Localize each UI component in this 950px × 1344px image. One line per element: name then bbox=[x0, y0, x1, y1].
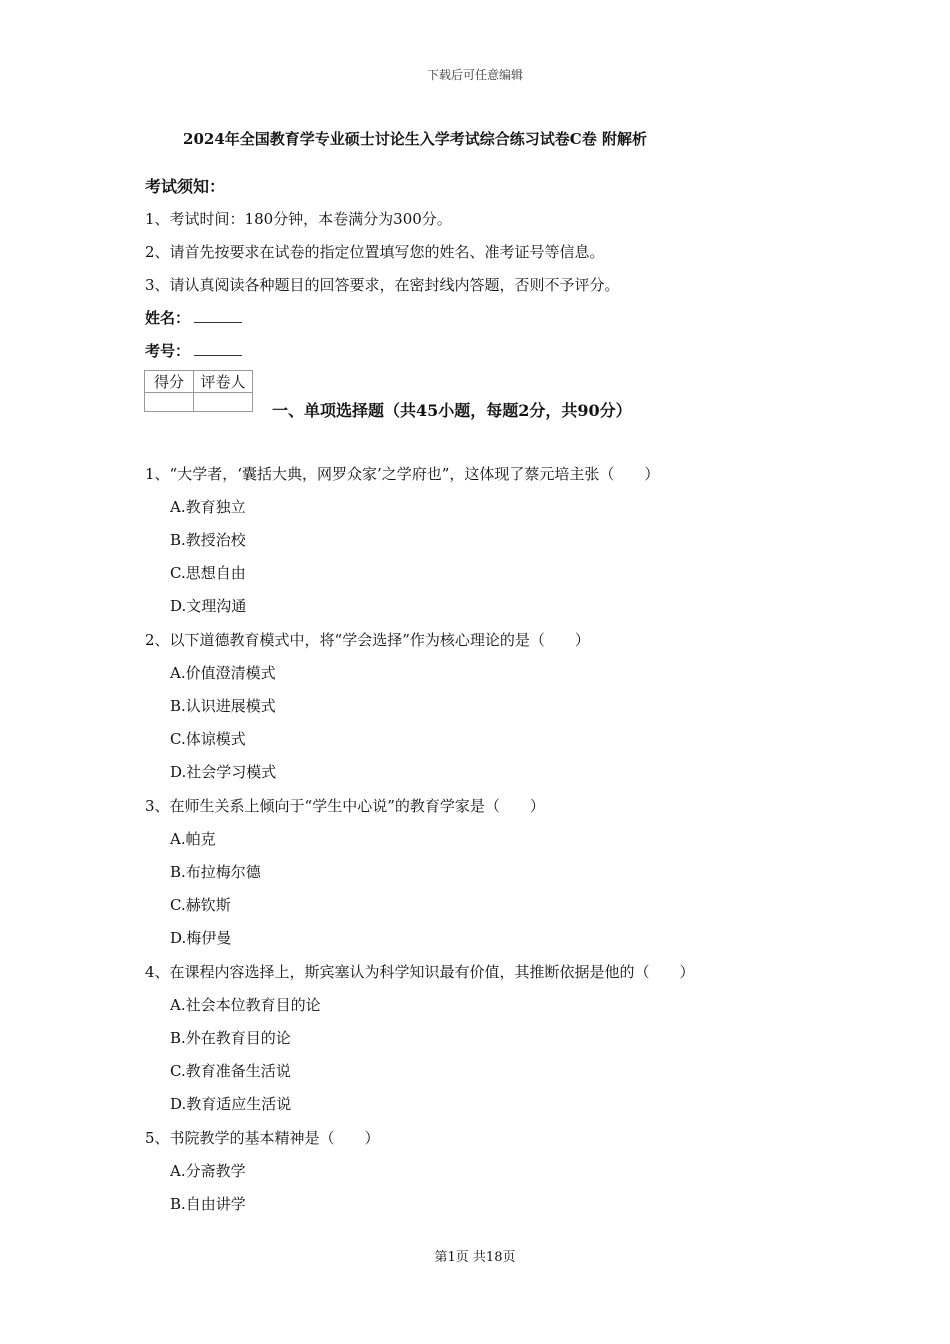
option: B.自由讲学 bbox=[170, 1195, 246, 1213]
page-footer: 第1页 共18页 bbox=[434, 1250, 516, 1265]
option: D.文理沟通 bbox=[170, 597, 247, 615]
score-cell[interactable] bbox=[145, 393, 194, 412]
option: C.思想自由 bbox=[170, 564, 246, 582]
score-table bbox=[144, 370, 253, 412]
name-blank[interactable] bbox=[194, 309, 242, 323]
id-label: 考号： bbox=[145, 342, 191, 360]
option: A.社会本位教育目的论 bbox=[170, 996, 321, 1014]
option: B.教授治校 bbox=[170, 531, 246, 549]
option: D.教育适应生活说 bbox=[170, 1095, 292, 1113]
option: C.赫钦斯 bbox=[170, 896, 231, 914]
document-title: 2024年全国教育学专业硕士讨论生入学考试综合练习试卷C卷 附解析 bbox=[183, 130, 647, 148]
question: 4、在课程内容选择上，斯宾塞认为科学知识最有价值，其推断依据是他的（ ） bbox=[145, 963, 695, 981]
name-field bbox=[145, 307, 242, 328]
id-field bbox=[145, 340, 242, 361]
option: A.分斋教学 bbox=[170, 1162, 246, 1180]
notice-item: 2、请首先按要求在试卷的指定位置填写您的姓名、准考证号等信息。 bbox=[145, 243, 605, 261]
option: B.外在教育目的论 bbox=[170, 1029, 291, 1047]
option: C.教育准备生活说 bbox=[170, 1062, 291, 1080]
grader-header: 评卷人 bbox=[194, 371, 253, 393]
question: 5、书院教学的基本精神是（ ） bbox=[145, 1129, 380, 1147]
name-label: 姓名： bbox=[145, 309, 191, 327]
header-note: 下载后可任意编辑 bbox=[426, 68, 523, 82]
notice-heading: 考试须知： bbox=[145, 177, 226, 196]
notice-item: 1、考试时间：180分钟，本卷满分为300分。 bbox=[145, 210, 452, 228]
option: A.价值澄清模式 bbox=[170, 664, 276, 682]
question: 1、“大学者，‘囊括大典，网罗众家’之学府也”，这体现了蔡元培主张（ ） bbox=[145, 465, 660, 483]
question: 2、以下道德教育模式中，将“学会选择”作为核心理论的是（ ） bbox=[145, 631, 590, 649]
notice-item: 3、请认真阅读各种题目的回答要求，在密封线内答题，否则不予评分。 bbox=[145, 276, 620, 294]
option: B.认识进展模式 bbox=[170, 697, 276, 715]
option: B.布拉梅尔德 bbox=[170, 863, 261, 881]
option: D.梅伊曼 bbox=[170, 929, 232, 947]
section-title: 一、单项选择题（共45小题，每题2分，共90分） bbox=[272, 401, 632, 420]
score-header: 得分 bbox=[145, 371, 194, 393]
grader-cell[interactable] bbox=[194, 393, 253, 412]
question: 3、在师生关系上倾向于“学生中心说”的教育学家是（ ） bbox=[145, 797, 545, 815]
id-blank[interactable] bbox=[194, 342, 242, 356]
option: C.体谅模式 bbox=[170, 730, 246, 748]
option: A.帕克 bbox=[170, 830, 216, 848]
option: A.教育独立 bbox=[170, 498, 246, 516]
option: D.社会学习模式 bbox=[170, 763, 277, 781]
